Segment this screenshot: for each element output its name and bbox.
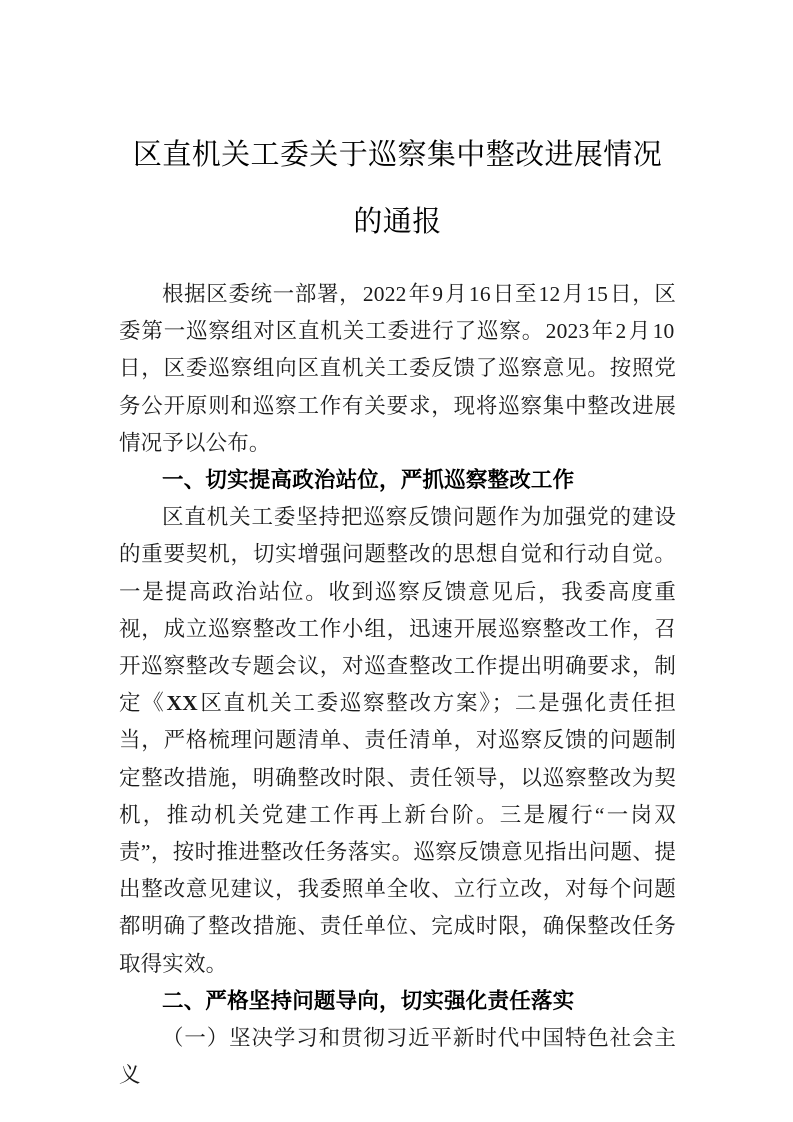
date-day-start: 16 [468,282,491,306]
date-year-start: 2022 [362,282,407,306]
page-title [119,0,676,256]
section-heading-1: 一、切实提高政治站位，严抓巡察整改工作 [162,468,575,493]
page-title-line-1: 区直机关工委关于巡察集中整改进展情况 [132,139,663,171]
quoted-phrase: “一岗双责” [119,802,676,865]
subsection-item-1: （一）坚决学习和贯彻习近平新时代中国特色社会主义 [119,1026,676,1088]
date-day-end: 15 [586,282,609,306]
date-month-end: 12 [538,282,561,306]
intro-paragraph: 根据区委统一部署，2022年9月16日至12月15日，区委第一巡察组对区直机关工委进行了巡察。2023年2月10日，区委巡察组向区直机关工委反馈了巡察意见。按照党务公开原则和巡察工作有关要求，现将巡察集中整改进展情况予以公布。 [119,282,677,455]
document-reference-code: XX [166,691,198,716]
page-title-line-2: 的通报 [353,206,442,238]
section-heading-2: 二、严格坚持问题导向，切实强化责任落实 [162,988,575,1013]
document-content [119,0,676,1094]
feedback-day: 10 [652,319,675,344]
section-1-body: 区直机关工委坚持把巡察反馈问题作为加强党的建设的重要契机，切实增强问题整改的思想自觉和行动自觉。一是提高政治站位。收到巡察反馈意见后，我委高度重视，成立巡察整改工作小组，迅速开展巡察整改工作，召开巡察整改专题会议，对巡查整改工作提出明确要求，制定《XX区直机关工委巡察整改方案》；二是强化责任担当，严格梳理问题清单、责任清单，对巡察反馈的问题制定整改措施，明确整改时限、责任领导，以巡察整改为契机，推动机关党建工作再上新台阶。三是履行“一岗双责”，按时推进整改任务落实。巡察反馈意见指出问题、提出整改意见建议，我委照单全收、立行立改，对每个问题都明确了整改措施、责任单位、完成时限，确保整改任务取得实效。 [119,505,677,976]
feedback-month: 2 [615,319,627,344]
feedback-year: 2023 [545,319,590,344]
date-month-start: 9 [432,282,444,306]
